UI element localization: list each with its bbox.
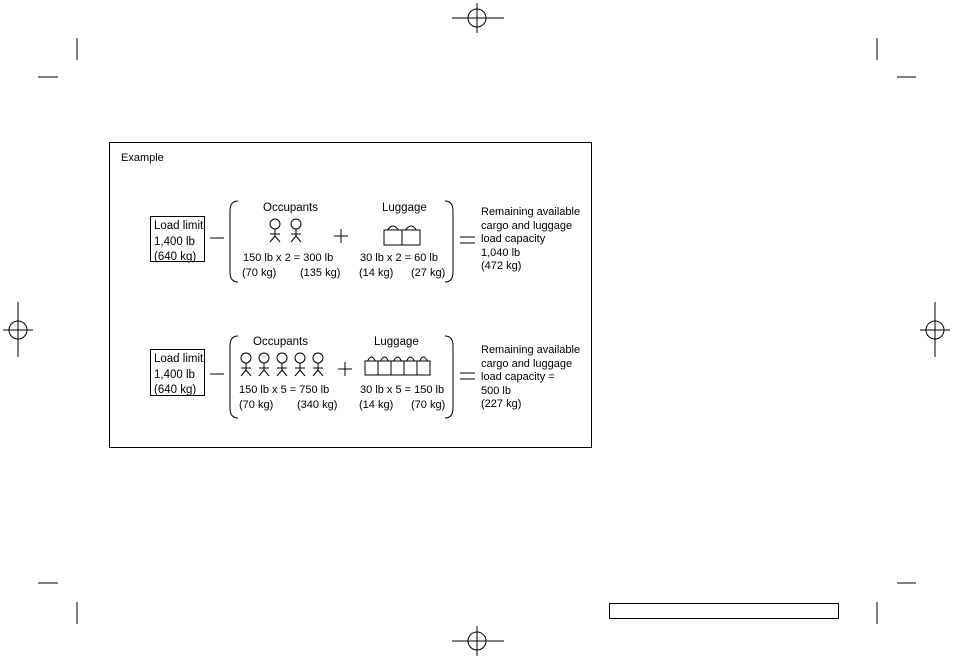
occupants-heading: Occupants: [253, 336, 308, 348]
occupants-total-kg: (135 kg): [300, 267, 341, 279]
remaining-kg: (472 kg): [481, 260, 522, 272]
remaining-line-1: Remaining available: [481, 344, 581, 356]
luggage-heading: Luggage: [374, 336, 419, 348]
remaining-lb: 1,040 lb: [481, 246, 521, 259]
remaining-lb: 500 lb: [481, 384, 511, 397]
occupants-total-kg: (340 kg): [297, 399, 338, 411]
remaining-line-2: cargo and luggage: [481, 357, 573, 370]
remaining-line-1: Remaining available: [481, 206, 581, 218]
example-label: Example: [121, 152, 164, 164]
plus-sign: [334, 229, 348, 243]
occupant-icon: [270, 219, 280, 242]
load-limit-kg: (640 kg): [154, 384, 197, 396]
page-footer-box: [609, 603, 839, 619]
left-bracket: [230, 336, 238, 418]
luggage-heading: Luggage: [382, 202, 427, 214]
occupant-icon: [259, 353, 269, 376]
luggage-icon: [384, 226, 420, 245]
right-bracket: [445, 201, 453, 282]
remaining-line-3: load capacity: [481, 233, 546, 245]
luggage-weight-kg: (14 kg): [359, 399, 394, 411]
plus-sign: [338, 362, 352, 376]
remaining-line-3: load capacity =: [481, 371, 555, 383]
load-limit-title: Load limit: [154, 353, 204, 365]
occupant-icon: [241, 353, 251, 376]
remaining-kg: (227 kg): [481, 398, 522, 410]
equals-sign: [460, 237, 475, 243]
occupant-icon: [291, 219, 301, 242]
occupant-weight-kg: (70 kg): [242, 267, 277, 279]
luggage-icon: [365, 357, 430, 375]
left-bracket: [230, 201, 238, 282]
load-limit-kg: (640 kg): [154, 251, 197, 263]
occupants-calc-lb: 150 lb x 2 = 300 lb: [243, 252, 334, 264]
occupants-heading: Occupants: [263, 202, 318, 214]
occupant-icon: [277, 353, 287, 376]
luggage-total-kg: (27 kg): [411, 267, 446, 279]
load-limit-lb: 1,400 lb: [154, 368, 195, 381]
remaining-line-2: cargo and luggage: [481, 219, 573, 232]
luggage-calc-lb: 30 lb x 5 = 150 lb: [360, 384, 445, 396]
luggage-weight-kg: (14 kg): [359, 267, 394, 279]
luggage-calc-lb: 30 lb x 2 = 60 lb: [360, 252, 438, 264]
occupant-icon: [313, 353, 323, 376]
load-limit-lb: 1,400 lb: [154, 235, 195, 248]
occupant-weight-kg: (70 kg): [239, 399, 274, 411]
occupant-icon: [295, 353, 305, 376]
right-bracket: [445, 336, 453, 418]
load-limit-title: Load limit: [154, 220, 204, 232]
equals-sign: [460, 373, 475, 379]
luggage-total-kg: (70 kg): [411, 399, 446, 411]
occupants-calc-lb: 150 lb x 5 = 750 lb: [239, 384, 330, 396]
